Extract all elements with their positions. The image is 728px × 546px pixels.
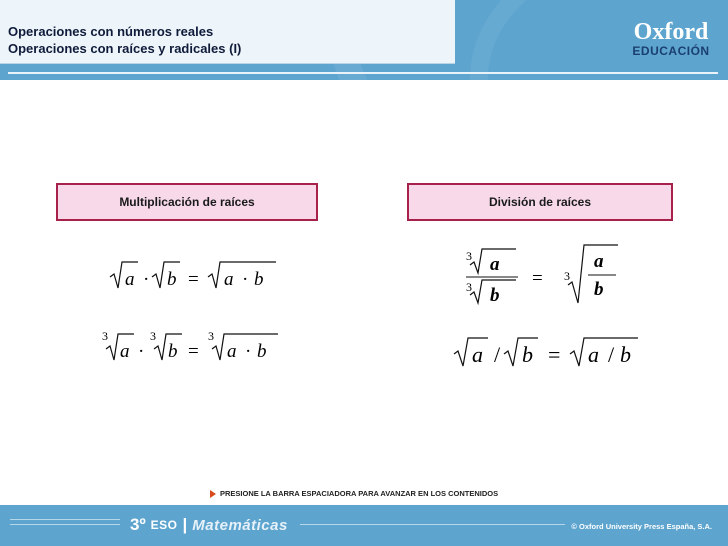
grade-label: 3º [130, 515, 146, 534]
equals-sign: = [532, 268, 543, 289]
page-title: Operaciones con números reales [8, 24, 214, 39]
formula-div-square [452, 332, 642, 370]
badge-divider: | [182, 515, 188, 534]
radicand: b [168, 341, 178, 362]
radicand: a [227, 341, 237, 362]
dot-operator: · [242, 269, 249, 290]
slash-operator: / [494, 342, 501, 367]
course-badge [130, 515, 288, 535]
radicand: b [522, 342, 533, 367]
radicand: a [120, 341, 130, 362]
advance-prompt [210, 489, 498, 498]
denominator: b [594, 279, 604, 300]
equals-sign: = [188, 269, 199, 290]
formula-mult-cube [100, 324, 285, 364]
numerator: a [490, 254, 500, 275]
equals-sign: = [548, 342, 561, 367]
formula-div-cube [460, 243, 625, 305]
radicand: b [620, 342, 631, 367]
logo-main-text: Oxford [633, 19, 709, 45]
denominator: b [490, 285, 500, 305]
division-label: División de raíces [407, 183, 673, 221]
footer-decoration [10, 519, 120, 520]
numerator: a [594, 251, 604, 272]
slash-operator: / [608, 342, 615, 367]
slide-content [0, 80, 728, 505]
copyright-text: © Oxford University Press España, S.A. [571, 522, 712, 531]
radical-sign [568, 245, 618, 303]
root-index: 3 [564, 269, 570, 283]
radicand: b [254, 269, 264, 290]
footer-decoration [300, 524, 565, 525]
dot-operator: · [245, 341, 252, 362]
dot-operator: · [143, 269, 150, 290]
equals-sign: = [188, 341, 199, 362]
radicand: b [167, 269, 177, 290]
play-arrow-icon [210, 490, 216, 498]
page-subtitle: Operaciones con raíces y radicales (I) [8, 41, 242, 56]
subject-label: Matemáticas [192, 516, 288, 534]
radicand: b [257, 341, 267, 362]
level-label: ESO [150, 518, 178, 532]
title-panel [0, 0, 455, 64]
oxford-logo [625, 20, 717, 58]
root-index: 3 [102, 329, 108, 343]
root-index: 3 [466, 280, 472, 294]
formula-mult-square [108, 258, 283, 292]
footer-bar [0, 505, 728, 546]
dot-operator: · [138, 341, 145, 362]
radicand: a [125, 269, 135, 290]
header-divider [8, 72, 718, 74]
root-index: 3 [466, 249, 472, 263]
radicand: a [224, 269, 234, 290]
multiplication-label: Multiplicación de raíces [56, 183, 318, 221]
radicand: a [472, 342, 483, 367]
radicand: a [588, 342, 599, 367]
root-index: 3 [150, 329, 156, 343]
logo-sub-text: EDUCACIÓN [632, 44, 710, 58]
header-bar [0, 0, 728, 80]
advance-prompt-text: PRESIONE LA BARRA ESPACIADORA PARA AVANZAR EN LOS CONTENIDOS [220, 489, 499, 498]
root-index: 3 [208, 329, 214, 343]
footer-decoration [10, 524, 120, 525]
